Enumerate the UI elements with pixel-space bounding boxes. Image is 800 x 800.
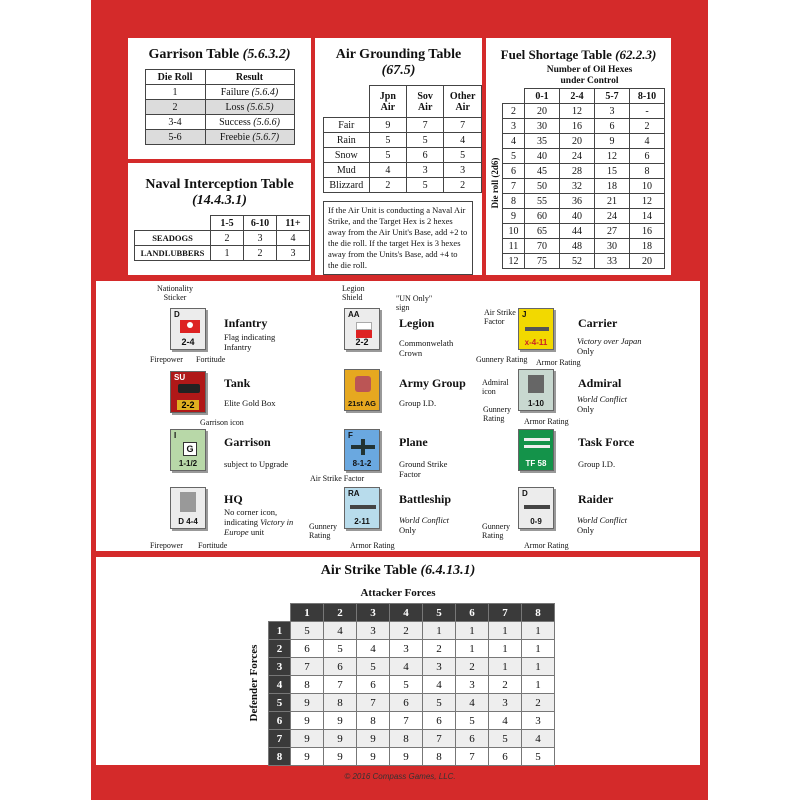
- table-row: 9 60 40 24 14: [503, 209, 665, 224]
- table-row: 8 9 9 9 9 8 7 6 5: [269, 748, 555, 766]
- raider-counter: D 0-9: [518, 487, 554, 529]
- legion-label: Legion: [399, 316, 435, 330]
- army-group-counter: 21st AG: [344, 369, 380, 411]
- table-row: 6 45 28 15 8: [503, 164, 665, 179]
- infantry-desc: Flag indicating Infantry: [224, 332, 276, 352]
- ship-icon: [350, 505, 376, 509]
- table-row: 5 40 24 12 6: [503, 149, 665, 164]
- portrait-icon: [528, 375, 544, 393]
- naval-interception-title: Naval Interception Table (14.4.3.1): [145, 177, 294, 208]
- air-strike-title: Air Strike Table (6.4.13.1): [320, 563, 476, 578]
- air-grounding-title: Air Grounding Table (67.5): [335, 47, 462, 78]
- fuel-shortage-panel: [486, 38, 671, 275]
- units-panel: Nationality Sticker D 2-4 Infantry Flag indicating Infantry Firepower Fortitude Legion Shield "UN Only" sign AA 2-2 Legion Commonwelath Crown Air Strike Factor J x-4-11 Carrier Victory over Japan Only Gunnery Rating Armor Rating SU 2-2 Tank Elite Gold Box 21st AG Army Group Group I.D. Admiral icon 1-10 Admiral World Conflict Only Gunnery Rating Armor Rating Garrison icon I G 1-1/2 Garrison subject to Upgrade F 8-1-2 Plane Ground Strike Factor Air Strike Factor TF 58 Task Force Group I.D. D 4-4 HQ No corner icon, indicating Victory in Europe unit Firepower Fortitude RA 2-11 Battleship World Conflict Only Gunnery Rating Armor Rating D 0-9 Raider World Conflict Only Gunnery Rating Armor Rating: [96, 281, 700, 551]
- fuel-side-label: Die roll (2d6): [490, 157, 500, 209]
- fuel-shortage-table: 0-1 2-4 5-7 8-10 2 20 12 3 - 3 30 16 6 2 4 35 20 9 4 5 40 24 12 6 6 45 28 15 8 7 50 32 18 10 8 55 36 21 12 9 60 40 24 14 10 65 44 27 16 11 70 48 30 18 12 75 52 33 20: [502, 88, 665, 269]
- table-row: 2 Loss (5.6.5): [145, 100, 294, 115]
- hq-counter: D 4-4: [170, 487, 206, 529]
- air-grounding-note: If the Air Unit is conducting a Naval Air Strike, and the Target Hex is 2 hexes away from the Air Unit's Base, add +2 to the die roll. If the target Hex is 3 hexes away from the Units's Base, add +4 to the die roll.: [323, 201, 473, 275]
- table-row: Snow 5 6 5: [324, 148, 482, 163]
- table-row: 3 7 6 5 4 3 2 1 1: [269, 658, 555, 676]
- table-row: 3 30 16 6 2: [503, 119, 665, 134]
- ship-icon: [524, 505, 550, 509]
- garrison-table: Die Roll Result 1 Failure (5.6.4) 2 Loss (5.6.5) 3-4 Success (5.6.6) 5-6 Freebie (5.6.7): [145, 69, 295, 145]
- table-row: 2 6 5 4 3 2 1 1 1: [269, 640, 555, 658]
- air-strike-table: 1 2 3 4 5 6 7 8 1 5 4 3 2 1 1 1 1 2 6 5 4 3 2 1 1 1 3 7 6 5 4 3 2 1 1 4 8 7 6 5 4 3 2 1 5 9 8 7 6 5 4 3 2 6 9 9 8 7 6 5 4 3 7 9 9 9 8 7 6 5 4 8 9 9 9 9 8 7 6 5: [268, 603, 555, 766]
- air-grounding-table: Jpn Air Sov Air Other Air Fair 9 7 7 Rain 5 5 4 Snow 5 6 5 Mud 4 3 3 Blizzard 2 5 2: [323, 85, 482, 193]
- table-row: Mud 4 3 3: [324, 163, 482, 178]
- task-force-counter: TF 58: [518, 429, 554, 471]
- anno-nationality: Nationality Sticker: [157, 284, 193, 302]
- ship-icon: [524, 438, 550, 441]
- table-row: Blizzard 2 5 2: [324, 178, 482, 193]
- defender-label: Defender Forces: [248, 644, 260, 722]
- garrison-counter: I G 1-1/2: [170, 429, 206, 471]
- battleship-counter: RA 2-11: [344, 487, 380, 529]
- infantry-counter: D 2-4: [170, 308, 206, 350]
- table-row: 10 65 44 27 16: [503, 224, 665, 239]
- table-row: 4 8 7 6 5 4 3 2 1: [269, 676, 555, 694]
- attacker-label: Attacker Forces: [360, 587, 436, 599]
- garrison-icon: G: [183, 442, 197, 456]
- table-row: 1 Failure (5.6.4): [145, 85, 294, 100]
- legion-counter: AA 2-2: [344, 308, 380, 350]
- table-row: 6 9 9 8 7 6 5 4 3: [269, 712, 555, 730]
- garrison-table-panel: [128, 38, 311, 159]
- copyright: © 2016 Compass Games, LLC.: [344, 772, 456, 781]
- portrait-icon: [180, 492, 196, 512]
- table-row: 12 75 52 33 20: [503, 254, 665, 269]
- table-row: 11 70 48 30 18: [503, 239, 665, 254]
- crest-icon: [355, 376, 371, 392]
- table-row: 8 55 36 21 12: [503, 194, 665, 209]
- carrier-counter: J x-4-11: [518, 308, 554, 350]
- table-row: 3-4 Success (5.6.6): [145, 115, 294, 130]
- table-row: 1 5 4 3 2 1 1 1 1: [269, 622, 555, 640]
- table-row: 5 9 8 7 6 5 4 3 2: [269, 694, 555, 712]
- fuel-shortage-title: Fuel Shortage Table (62.2.3): [500, 47, 657, 62]
- table-row: Rain 5 5 4: [324, 133, 482, 148]
- table-row: LANDLUBBERS 1 2 3: [135, 246, 310, 261]
- table-row: Fair 9 7 7: [324, 118, 482, 133]
- table-row: 2 20 12 3 -: [503, 104, 665, 119]
- naval-interception-panel: [128, 163, 311, 275]
- garrison-table-title: Garrison Table (5.6.3.2): [148, 47, 291, 62]
- air-grounding-panel: [315, 38, 482, 275]
- table-row: 7 9 9 9 8 7 6 5 4: [269, 730, 555, 748]
- ship-icon: [525, 327, 549, 331]
- naval-interception-table: 1-5 6-10 11+ SEADOGS 2 3 4 LANDLUBBERS 1 2 3: [134, 215, 310, 261]
- admiral-counter: 1-10: [518, 369, 554, 411]
- infantry-label: Infantry: [224, 316, 268, 330]
- fuel-subtitle: Number of Oil Hexes under Control: [546, 65, 633, 86]
- table-row: 5-6 Freebie (5.6.7): [145, 130, 294, 145]
- air-strike-panel: [96, 557, 700, 765]
- tank-counter: SU 2-2: [170, 371, 206, 413]
- table-row: 4 35 20 9 4: [503, 134, 665, 149]
- table-row: 7 50 32 18 10: [503, 179, 665, 194]
- tank-icon: [178, 384, 200, 393]
- table-row: SEADOGS 2 3 4: [135, 231, 310, 246]
- plane-counter: F 8-1-2: [344, 429, 380, 471]
